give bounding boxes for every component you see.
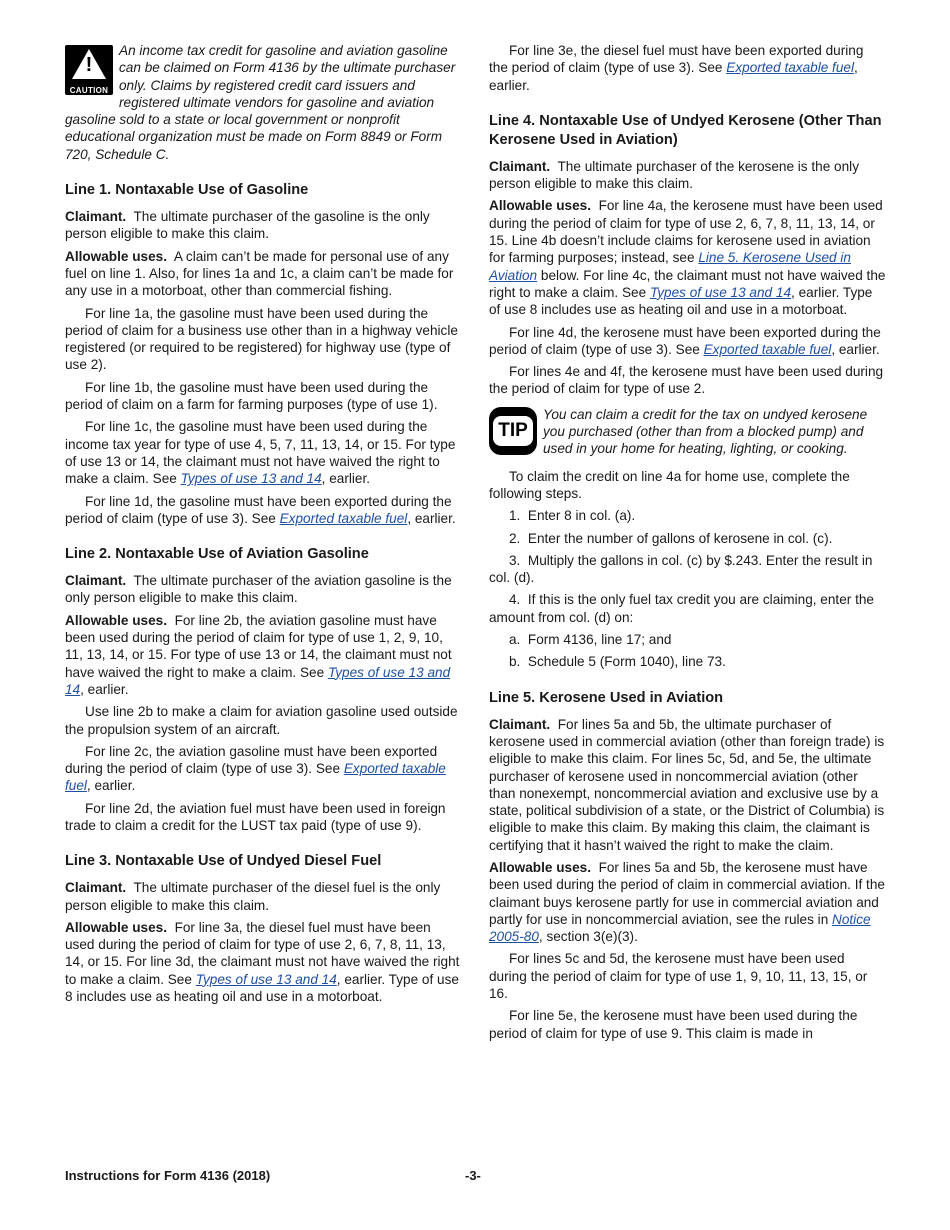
line4-claimant: Claimant. The ultimate purchaser of the kerosene is the only person eligible to make this claim. [489,158,859,192]
page-footer [65,1168,885,1183]
list-item: 3. Multiply the gallons in col. (c) by $.243. Enter the result in col. (d). [489,552,873,586]
types-of-use-13-14-link[interactable]: Types of use 13 and 14 [649,284,792,300]
types-of-use-13-14-link[interactable]: Types of use 13 and 14 [180,471,322,487]
notice-2005-80-link[interactable]: Notice 2005-80 [489,911,871,945]
exported-taxable-fuel-link[interactable]: Exported taxable fuel [279,510,408,526]
tip-icon: TIP [489,407,537,455]
line2-heading: Line 2. Nontaxable Use of Aviation Gasoline [65,546,369,563]
line1-heading: Line 1. Nontaxable Use of Gasoline [65,182,309,199]
list-item: b. Schedule 5 (Form 1040), line 73. [509,654,726,670]
line1a-paragraph: For line 1a, the gasoline must have been used during the period of claim for a business use other than in a highway vehicle registered (or required to be registered) for highway use (type of use 2). [65,305,458,373]
line5-claimant: Claimant. For lines 5a and 5b, the ultimate purchaser of kerosene used in commercial aviation (other than foreign trade) is eligible to make this claim. For lines 5c, 5d, and 5e, the ultimate purchaser of kerosene used in noncommercial aviation (other than nonexempt, noncommercial aviation and exclusive use by a state, political subdivision of a state, or the District of Columbia) is eligible to make this claim. By making this claim, the claimant is certifying that it hasn’t waived the right to make the claim. [489,716,885,853]
line3-heading: Line 3. Nontaxable Use of Undyed Diesel Fuel [65,853,382,870]
exported-taxable-fuel-link[interactable]: Exported taxable fuel [726,60,854,76]
list-item: a. Form 4136, line 17; and [509,632,672,648]
line2b-paragraph: Use line 2b to make a claim for aviation gasoline used outside the propulsion system of an aircraft. [65,704,458,737]
right-column [489,42,886,1047]
page-number: -3- [465,1168,481,1183]
list-item: 2. Enter the number of gallons of kerosene in col. (c). [509,530,833,546]
tip-text: You can claim a credit for the tax on undyed kerosene you purchased (other than from a blocked pump) and used in your home for heating, lighting, or cooking. [543,406,868,457]
line5-heading: Line 5. Kerosene Used in Aviation [489,689,724,706]
line2c-paragraph: For line 2c, the aviation gasoline must have been exported during the period of claim (type of use 3). See Exported taxable fuel, earlier. [65,743,446,794]
line2-claimant: Claimant. The ultimate purchaser of the aviation gasoline is the only person eligible to make this claim. [65,573,452,606]
list-item: 1. Enter 8 in col. (a). [509,508,636,524]
line3e-paragraph: For line 3e, the diesel fuel must have been exported during the period of claim (type of use 3). See Exported taxable fuel, earlier. [489,43,864,93]
line1-claimant: Claimant. The ultimate purchaser of the gasoline is the only person eligible to make this claim. [65,209,430,242]
line5cd-paragraph: For lines 5c and 5d, the kerosene must have been used during the period of claim for type of use 1, 9, 10, 11, 13, 15, or 16. [489,951,868,1002]
line1-allowable: Allowable uses. A claim can’t be made for personal use of any fuel on line 1. Also, for lines 1a and 1c, a claim can’t be made for any use in a motorboat, other than commercial fishing. [65,248,454,299]
types-of-use-13-14-link[interactable]: Types of use 13 and 14 [65,664,451,697]
caution-text: An income tax credit for gasoline and aviation gasoline can be claimed on Form 4136 by the ultimate purchaser only. Claims by registered credit card issuers and registered ultimate vendors for gasoline and aviation gasoline sold to a state or local government or nonprofit educational organization must be made on Form 8849 or Form 720, Schedule C. [65,43,456,162]
line4-allowable: Allowable uses. For line 4a, the kerosene must have been used during the period of claim for type of use 2, 6, 7, 8, 11, 13, 14, or 15. Line 4b doesn’t include claims for kerosene used in aviation for farming purposes; instead, see Line 5. Kerosene Used in Aviation below. For line 4c, the claimant must not have waived the right to make a claim. See Types of use 13 and 14, earlier. Type of use 8 includes use as heating oil and use in a motorboat. [489,198,886,318]
line4-heading: Line 4. Nontaxable Use of Undyed Kerosene (Other Than Kerosene Used in Aviation) [489,112,882,148]
line5-kerosene-aviation-link[interactable]: Line 5. Kerosene Used in Aviation [489,250,851,283]
line1d-paragraph: For line 1d, the gasoline must have been exported during the period of claim (type of use 3). See Exported taxable fuel, earlier. [65,493,456,526]
footer-title: Instructions for Form 4136 (2018) [65,1168,271,1183]
line3-allowable: Allowable uses. For line 3a, the diesel fuel must have been used during the period of claim for type of use 2, 6, 7, 8, 11, 13, 14, or 15. For line 3d, the claimant must not have waived the right to make a claim. See Types of use 13 and 14, earlier. Type of use 8 includes use as heating oil and use in a motorboat. [65,919,460,1005]
line1b-paragraph: For line 1b, the gasoline must have been used during the period of claim on a farm for farming purposes (type of use 1). [65,379,438,413]
line5e-paragraph: For line 5e, the kerosene must have been used during the period of claim for type of use 9. This claim is made in [489,1008,858,1041]
line2-allowable: Allowable uses. For line 2b, the aviation gasoline must have been used during the period of claim for type of use 1, 2, 9, 10, 11, 13, 14, or 15. For type of use 13 or 14, the claimant must not have waived the right to make a claim. See Types of use 13 and 14, earlier. [65,612,452,697]
steps-list [489,507,886,670]
line2d-paragraph: For line 2d, the aviation fuel must have been used in foreign trade to claim a credit for the LUST tax paid (type of use 9). [65,800,446,833]
line5-allowable: Allowable uses. For lines 5a and 5b, the kerosene must have been used during the period of claim in commercial aviation. If the claimant buys kerosene partly for use in commercial aviation and partly for use in noncommercial aviation, see the rules in Notice 2005-80, section 3(e)(3). [489,859,885,945]
steps-intro: To claim the credit on line 4a for home use, complete the following steps. [489,468,850,501]
caution-icon: ! CAUTION [65,45,113,95]
list-item: 4. If this is the only fuel tax credit you are claiming, enter the amount from col. (d) on: [489,592,874,625]
exported-taxable-fuel-link[interactable]: Exported taxable fuel [703,341,832,357]
types-of-use-13-14-link[interactable]: Types of use 13 and 14 [195,971,337,987]
left-column [65,42,462,1010]
exported-taxable-fuel-link[interactable]: Exported taxable fuel [65,761,446,794]
tip-callout [489,406,886,458]
line4ef-paragraph: For lines 4e and 4f, the kerosene must have been used during the period of claim for type of use 2. [489,364,884,397]
line1c-paragraph: For line 1c, the gasoline must have been used during the income tax year for type of use 4, 5, 7, 11, 13, 14, or 15. For type of use 13 or 14, the claimant must not have waived the right to make a claim. See Types of use 13 and 14, earlier. [65,419,456,487]
caution-callout [65,42,462,163]
line3-claimant: Claimant. The ultimate purchaser of the diesel fuel is the only person eligible to make this claim. [65,880,441,913]
line4d-paragraph: For line 4d, the kerosene must have been exported during the period of claim (type of use 3). See Exported taxable fuel, earlier. [489,324,881,357]
